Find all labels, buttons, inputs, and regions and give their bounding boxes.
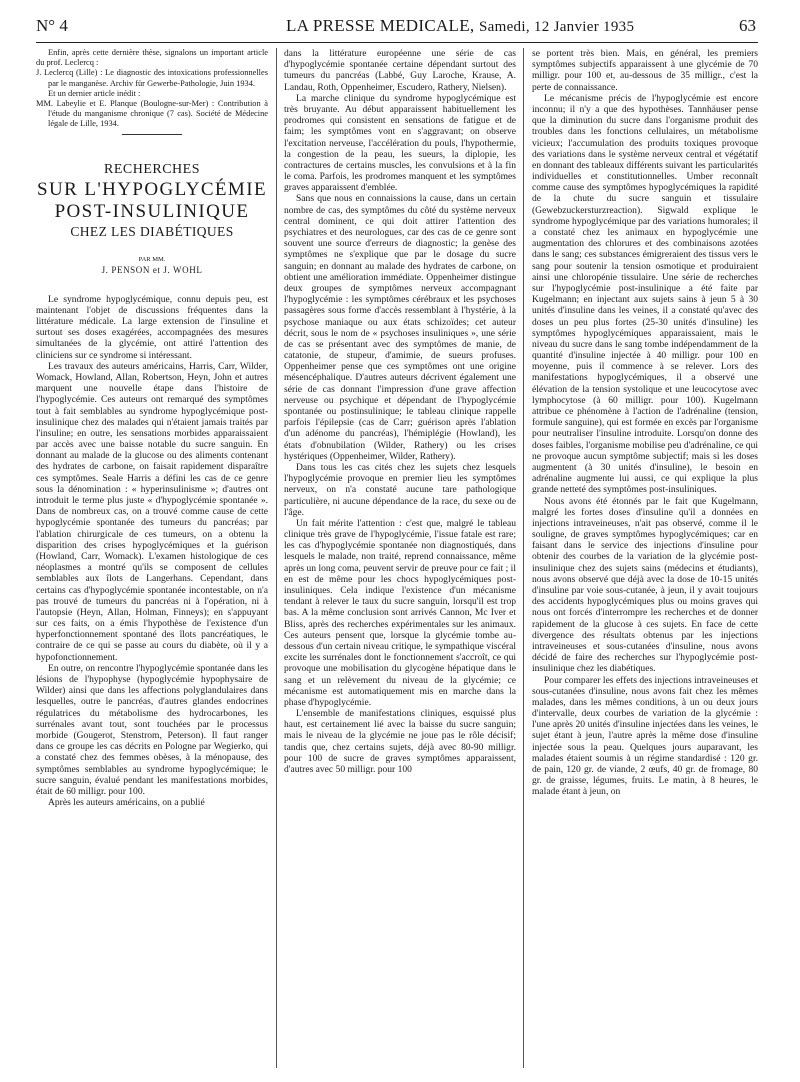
reference-2: MM. Labeylie et E. Planque (Boulogne-sur-Mer) : Contribution à l'étude du manganisme chronique (7 cas). Société de Médecine légale de Lille, 1934.	[36, 99, 268, 129]
paragraph: Pour comparer les effets des injections intraveineuses et sous-cutanées d'insuline, nous avons fait chez les mêmes malades, dans les mêmes conditions, à un ou deux jours d'intervalle, deux courbes de variation de la glycémie : l'une après 20 unités d'insuline injectées dans les veines, le sujet étant à jeun, l'autre après la même dose d'insuline injectée sous la peau. Quelques jours auparavant, les malades étaient soumis à un régime standardisé : 120 gr. de pain, 120 gr. de viande, 2 œufs, 40 gr. de fromage, 80 gr. de graisse, légumes, fruits. Le matin, à 8 heures, le malade étant à jeun, on	[532, 674, 758, 798]
paragraph: Un fait mérite l'attention : c'est que, malgré le tableau clinique très grave de l'hypoglycémie, l'issue fatale est rare; les cas d'hypoglycémie spontanée non diagnostiqués, dans lesquels le malade, non traité, reprend connaissance, même après un long coma, peuvent servir de preuve pour ce fait ; il en est de même pour les chocs hypoglycémiques post-insuliniques. Cela indique l'existence d'un mécanisme tendant à relever le taux du sucre sanguin, lorsqu'il est trop bas. A la même conclusion sont arrivés Cannon, Mc Iver et Bliss, après des recherches expérimentales sur les animaux. Ces auteurs pensent que, lorsque la glycémie tombe au-dessous d'un certain niveau critique, le sympathique viscéral excite les surrénales dont le fonctionnement s'accroît, ce qui provoque une mobilisation du glycogène hépatique dans le sang et un relèvement du niveau de la glycémie; ce mécanisme est automatiquement mis en marche dans la phase d'hypoglycémie.	[284, 517, 516, 708]
column-2	[284, 48, 516, 775]
column-1	[36, 48, 268, 808]
paragraph: En outre, on rencontre l'hypoglycémie spontanée dans les lésions de l'hypophyse (hypoglycémie hypophysaire de Wilder) ainsi que dans les affections polyglandulaires dans lesquelles, outre le pancréas, d'autres glandes endocrines régulatrices du métabolisme des hydrocarbones, les surrénales avant tout, sont touchées par le processus morbide (Gougerot, Stenstrom, Peterson). Il faut ranger dans ce groupe les cas décrits en Pologne par Wegierko, qui a constaté chez des femmes obèses, à la ménopause, des symptômes semblables au syndrome hypoglycémique; le sucre sanguin, évalué pendant les manifestations morbides, était de 60 milligr. pour 100.	[36, 662, 268, 797]
paragraph: L'ensemble de manifestations cliniques, esquissé plus haut, est certainement lié avec la baisse du sucre sanguin; mais le niveau de la glycémie ne joue pas le rôle décisif; tandis que, chez certains sujets, déjà avec 80-90 milligr. pour 100 de sucre de graves symptômes apparaissent, d'autres avec 50 milligr. pour 100	[284, 708, 516, 775]
issue-date: Samedi, 12 Janvier 1935	[479, 19, 635, 35]
title-line-4: CHEZ LES DIABÉTIQUES	[70, 223, 234, 239]
paragraph: Sans que nous en connaissions la cause, dans un certain nombre de cas, des symptômes du côté du système nerveux central dominent, ce qui doit attirer l'attention des psychiatres et des neurologues, car des cas de ce genre sont souvent une source d'erreurs de diagnostic; la genèse des symptômes ne s'explique que par le dosage du sucre sanguin; en donnant au malade des hydrates de carbone, on obtient une amélioration immédiate. Oppenheimer distingue deux groupes de symptômes nerveux accompagnant l'hypoglycémie : les symptômes cérébraux et les psychoses passagères sous forme d'accès ressemblant à l'hystérie, à la psychose maniaque ou aux états schizoïdes; cet auteur décrit, sous le nom de « psychoses insuliniques », une série de cas se présentant avec des symptômes de manie, de catatonie, de stupeur, d'amimie, de sueurs profuses. Oppenheimer pense que ces symptômes ont une origine mésencéphalique. D'autres auteurs décrivent également une série de cas donnant l'impression d'une grave affection nerveuse ou psychique et dépendant de l'hypoglycémie spontanée ou postinsulinique; le tableau clinique rappelle parfois l'épilepsie (cas de Carr; guérison après l'ablation d'un adénome du pancréas), l'hémiplégie (Howland), les états d'obnubilation (Wilder, Rathery) ou les crises hystériques (Oppenheimer, Wilder, Rathery).	[284, 193, 516, 462]
page-header	[36, 14, 756, 36]
authors: J. PENSON et J. WOHL	[101, 264, 203, 275]
paragraph: se portent très bien. Mais, en général, les premiers symptômes subjectifs apparaissent à une glycémie de 70 milligr. pour 100 et, au-dessous de 35 milligr., c'est la perte de connaissance.	[532, 48, 758, 93]
intro-note: Enfin, après cette dernière thèse, signalons un important article du prof. Leclercq :	[36, 48, 268, 68]
title-line-2: SUR L'HYPOGLYCÉMIE	[37, 178, 267, 200]
column-rule-2	[523, 48, 524, 1068]
title-line-3: POST-INSULINIQUE	[54, 200, 250, 222]
reference-1: J. Leclercq (Lille) : Le diagnostic des intoxications professionnelles par le manganèse. Archiv für Gewerbe-Pathologie, Juin 1934.	[36, 68, 268, 88]
article-title	[36, 161, 268, 276]
section-separator	[122, 134, 182, 135]
note-2: Et un dernier article inédit :	[48, 88, 141, 98]
journal-title	[286, 16, 634, 36]
paragraph: La marche clinique du syndrome hypoglycémique est très bruyante. Au début apparaissent habituellement les prodromes qui consistent en sensations de fatigue et de faim; les symptômes vont en s'aggravant; on observe l'excitation nerveuse, l'accélération du pouls, l'hypothermie, la congestion de la peau, les sueurs, la diplopie, les contractures de certains muscles, les convulsions et à la fin le coma. Parfois, les prodromes manquent et les symptômes graves apparaissent d'emblée.	[284, 92, 516, 194]
paragraph: Nous avons été étonnés par le fait que Kugelmann, malgré les fortes doses d'insuline qu'il a données en injections intraveineuses, n'ait pas observé, comme il le souligne, de graves symptômes hypoglycémiques; car en faisant dans le service des injections d'insuline pour obtenir des courbes de la variation de la glycémie post-insulinique chez des sujets sains (médecins et étudiants), nous avons observé que déjà avec la dose de 10-15 unités d'insuline par voie sous-cutanée, à jeun, il y avait toujours des accidents hypoglycémiques plus ou moins graves qui nous ont forcés d'interrompre les recherches et de donner rapidement de la glucose à ces sujets. En face de cette divergence des résultats obtenus par les injections intraveineuses et sous-cutanées d'insuline, nous avons décidé de faire des recherches sur l'hypoglycémie post-insulinique chez les diabétiques.	[532, 495, 758, 675]
paragraph: Dans tous les cas cités chez les sujets chez lesquels l'hypoglycémie provoque en premier lieu les symptômes nerveux, on n'a constaté aucune tare pathologique particulière, ni aucune dépendance de la race, du sexe ou de l'âge.	[284, 461, 516, 518]
journal-name: LA PRESSE MEDICALE,	[286, 16, 475, 35]
paragraph: dans la littérature européenne une série de cas d'hypoglycémie spontanée certaine dépendant surtout des tumeurs du pancréas (Labbé, Guy Laroche, Krause, A. Landau, Roth, Oppenheimer, Escudero, Rathery, Nielsen).	[284, 48, 516, 93]
page-number: 63	[739, 16, 756, 35]
paragraph: Après les auteurs américains, on a publié	[48, 797, 205, 809]
by-line-par: PAR MM.	[138, 255, 166, 263]
paragraph: Le syndrome hypoglycémique, connu depuis peu, est maintenant l'objet de discussions fréquentes dans la littérature médicale. La large extension de l'insuline et surtout ses doses exagérées, accompagnées des mesures simultanées de la glycémie, ont attiré l'attention des cliniciens sur ce syndrome si intéressant.	[36, 293, 268, 361]
issue-number: N° 4	[36, 16, 68, 35]
column-3	[532, 48, 758, 798]
title-line-1: RECHERCHES	[103, 161, 200, 177]
header-rule	[36, 42, 758, 43]
column-rule-1	[276, 48, 277, 1068]
paragraph: Le mécanisme précis de l'hypoglycémie est encore inconnu; il n'y a que des hypothèses. Tannhäuser pense que la diminution du sucre dans l'organisme produit des troubles dans les fonctions cellulaires, un métabolisme vicieux; l'accumulation des produits toxiques provoque des variations dans le système nerveux central et végétatif en donnant des tableaux différents suivant les particularités individuelles et constitutionnelles. Umber reconnaît comme cause des symptômes hypoglycémiques la rapidité de la chute du sucre sanguin et tissulaire (Gewebzuckersturzreaction). Sigwald explique le syndrome hypoglycémique par des variations humorales; il a constaté chez les animaux en hypoglycémie une augmentation des chlorures et des combinaisons azotées dans le sang; ces substances émigreraient des tissus vers le sang pour soutenir la tension osmotique et produiraient ainsi une chloropénie tissulaire. Une série de recherches sur l'hypoglycémie post-insulinique a été faite par Kugelmann; en injectant aux sujets sains à jeun 5 à 30 unités d'insuline dans les veines, il a constaté qu'avec des doses un peu plus fortes (25-30 unités d'insuline) les symptômes hypoglycémiques apparaissaient, mais le niveau du sucre dans le sang tombe indépendamment de la quantité d'insuline injectée à 40 milligr. pour 100 en moyenne, puis il commence à se relever. Lors des manifestations hypoglycémiques, il a observé une élévation de la tension systolique et une leucocytose avec lymphocytose (à 60 milligr. pour 100). Kugelmann attribue ce phénomène à l'action de l'adrénaline (tension, formule sanguine), qui est formée en excès par l'organisme pour neutraliser l'insuline introduite. Lorsqu'on donne des doses faibles, l'organisme mobilise peu d'adrénaline, ce qui ne provoque aucun symptôme subjectif; mais si les doses augmentent (à 30 unités d'insuline), le besoin en adrénaline augmente lui aussi, ce qui explique la plus grande netteté des symptômes post-insuliniques.	[532, 92, 758, 496]
paragraph: Les travaux des auteurs américains, Harris, Carr, Wilder, Womack, Howland, Allan, Robertson, Heyn, John et autres marquent une nouvelle étape dans l'histoire de l'hypoglycémie. Ces auteurs ont remarqué des symptômes tout à fait semblables au syndrome hypoglycémique post-insulinique chez des malades qui n'étaient jamais traités par l'insuline; en outre, les sensations morbides apparaissaient par accès avec une baisse notable du sucre sanguin. En donnant au malade de la glucose ou des aliments contenant des hydrates de carbone, on faisait rapidement disparaître ces symptômes. Seale Harris a défini les cas de ce genre sous la dénomination : « hyperinsulinisme »; d'autres ont introduit le terme plus juste « d'hypoglycémie spontanée ». Dans de nombreux cas, on a trouvé comme cause de cette hypoglycémie spontanée des tumeurs du pancréas; par l'ablation chirurgicale de ces tumeurs, on a obtenu la disparition des crises hypoglycémiques et la guérison (Howland, Carr, Womack). L'examen histologique de ces néoplasmes a montré qu'ils se composent de cellules semblables aux îlots de Langerhans. Cependant, dans certains cas d'hypoglycémie spontanée incontestable, on n'a pas trouvé de tumeurs du pancréas ni à l'opération, ni à l'autopsie (Heyn, Allan, Holman, Finneys); en s'appuyant sur ces faits, on a émis l'hypothèse de l'existence d'un hyperfonctionnement spontané des îlots pancréatiques, le contraire de ce qui se passe au cours du diabète, où il y a hypofonctionnement.	[36, 360, 268, 663]
